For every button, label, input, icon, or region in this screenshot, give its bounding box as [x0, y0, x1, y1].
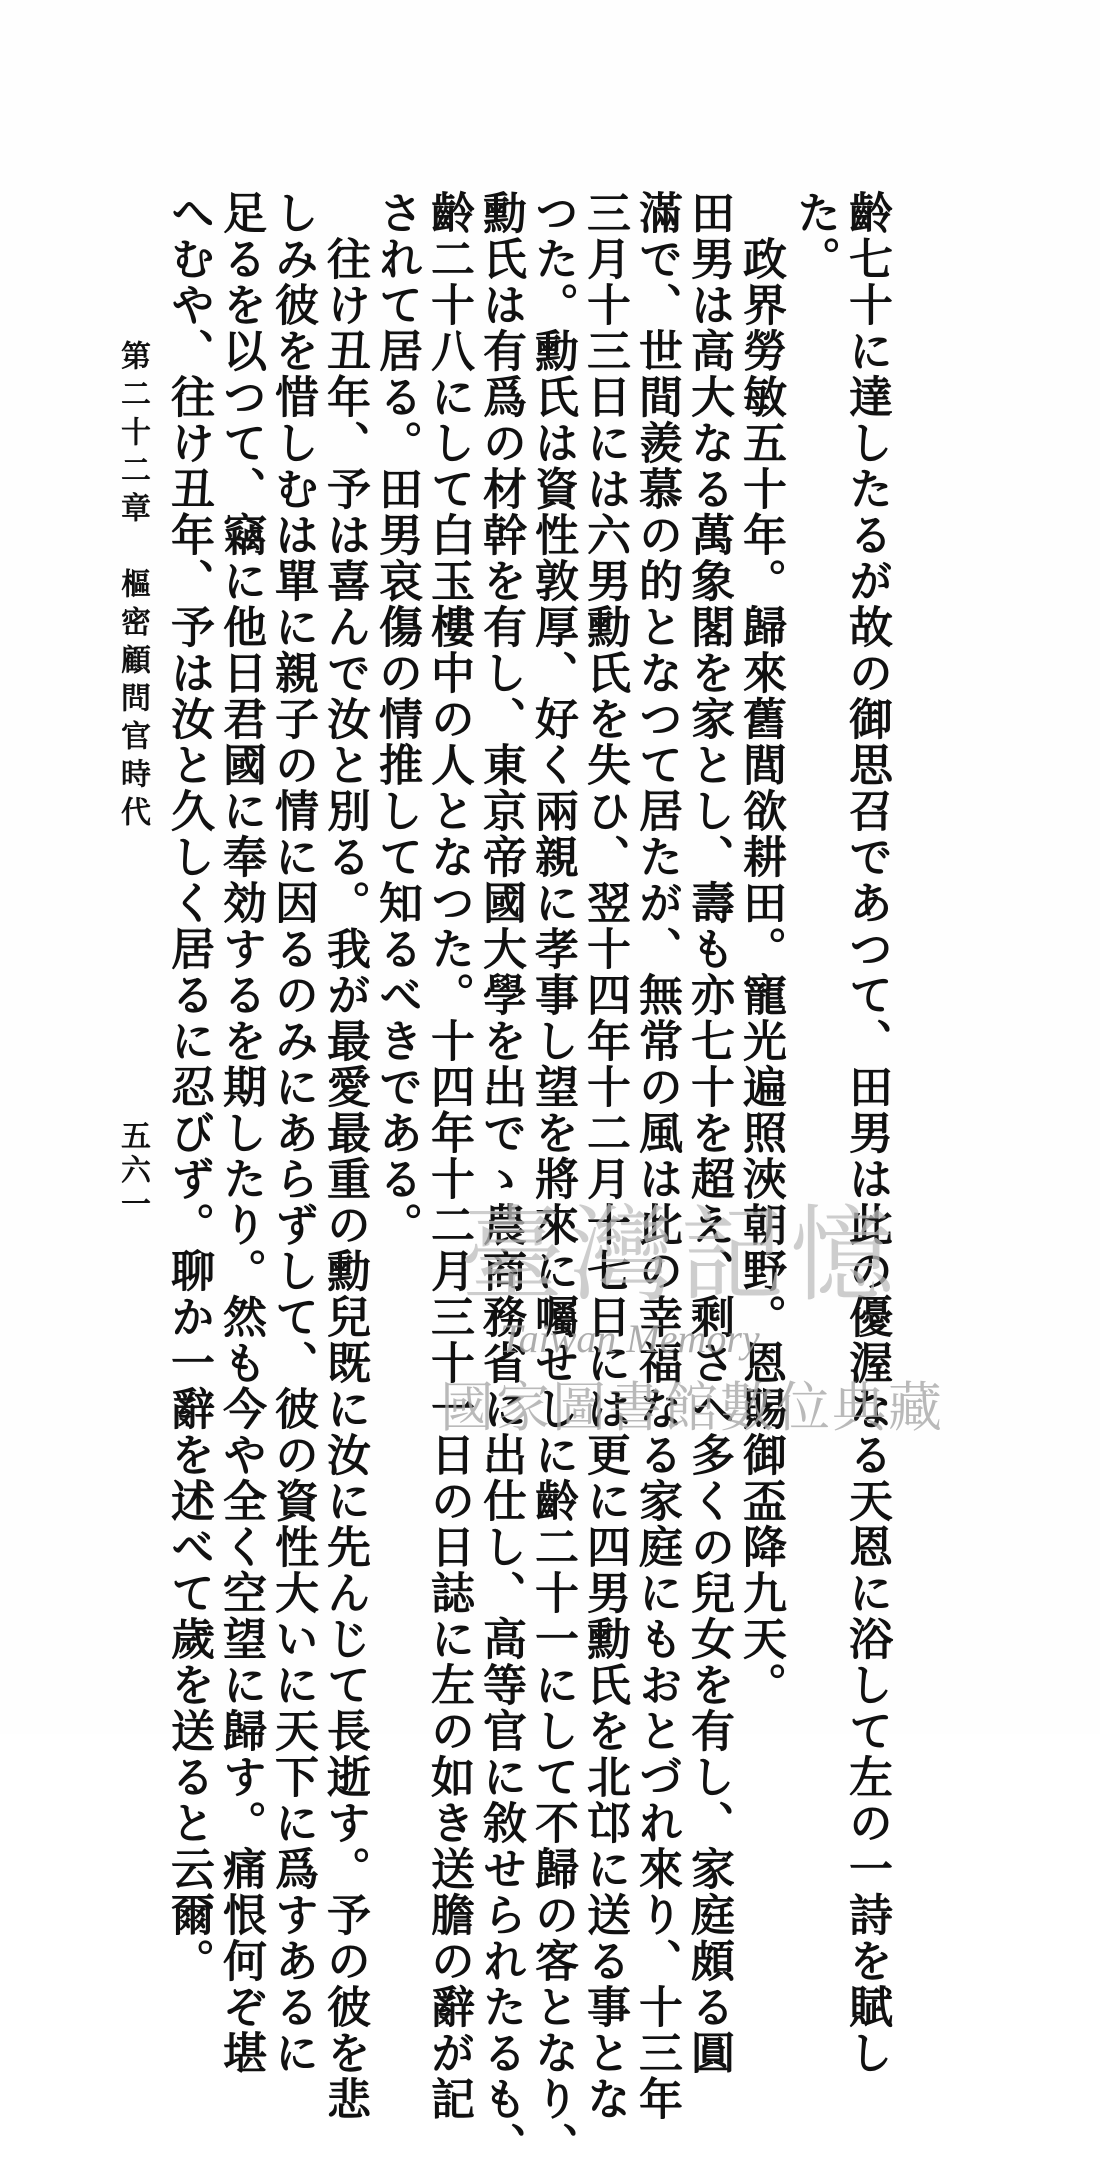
text-column-6: 三月十三日には六男勳氏を失ひ、翌十四年十二月十七日には更に四男勳氏を北邙に送る事とな [579, 190, 630, 2122]
text-column-2: た。 [789, 190, 840, 282]
diary-column-3: 足るを以つて、竊に他日君國に奉効するを期したり。然も今や全く空望に歸す。痛恨何ぞ堪 [215, 190, 266, 2076]
text-column-5: 滿で、世間羨慕の的となつて居たが、無常の風は此の幸福なる家庭にもおとづれ來り、十三年 [631, 190, 682, 2122]
diary-column-1: 往け丑年、予は喜んで汝と別る。我が最愛最重の勳兒既に汝に先んじて長逝す。予の彼を悲 [319, 190, 370, 2122]
text-column-1: 齡七十に達したるが故の御思召であつて、田男は此の優渥なる天恩に浴して左の一詩を賦し [841, 190, 892, 2076]
watermark-logo: 臺灣記憶 [460, 1194, 901, 1316]
text-column-9: 齡二十八にして白玉樓中の人となつた。十四年十二月三十一日の日誌に左の如き送膽の辭が記 [423, 190, 474, 2122]
watermark-subtitle: 國家圖書館數位典藏 [440, 1376, 944, 1439]
text-column-10: されて居る。田男哀傷の情推して知るべきである。 [371, 190, 422, 1248]
diary-column-2: しみ彼を惜しむは單に親子の情に因るのみにあらずして、彼の資性大いに天下に爲すあるに [267, 190, 318, 2076]
text-column-7: つた。勳氏は資性敦厚、好く兩親に孝事し望を將來に囑せしに齡二十一にして不歸の客となり、 [527, 190, 578, 2168]
poem-column: 政界勞敏五十年。歸來舊閭欲耕田。寵光遍照浹朝野。恩賜御盃降九天。 [735, 190, 786, 1708]
text-column-4: 田男は高大なる萬象閣を家とし、壽も亦七十を超え、剩さへ多くの兒女を有し、家庭頗る圓 [683, 190, 734, 2076]
running-head: 第二十二章 樞密顧問官時代 [115, 340, 150, 834]
watermark-english: Taiwan Memory [500, 1316, 760, 1361]
text-column-8: 勳氏は有爲の材幹を有し、東京帝國大學を出でゝ農商務省に出仕し、高等官に敘せられたるも、 [475, 190, 526, 2168]
diary-column-4: へむや、往け丑年、予は汝と久しく居るに忍びず。聊か一辭を述べて歲を送ると云爾。 [163, 190, 214, 1984]
page-number: 五六一 [115, 1120, 150, 1222]
